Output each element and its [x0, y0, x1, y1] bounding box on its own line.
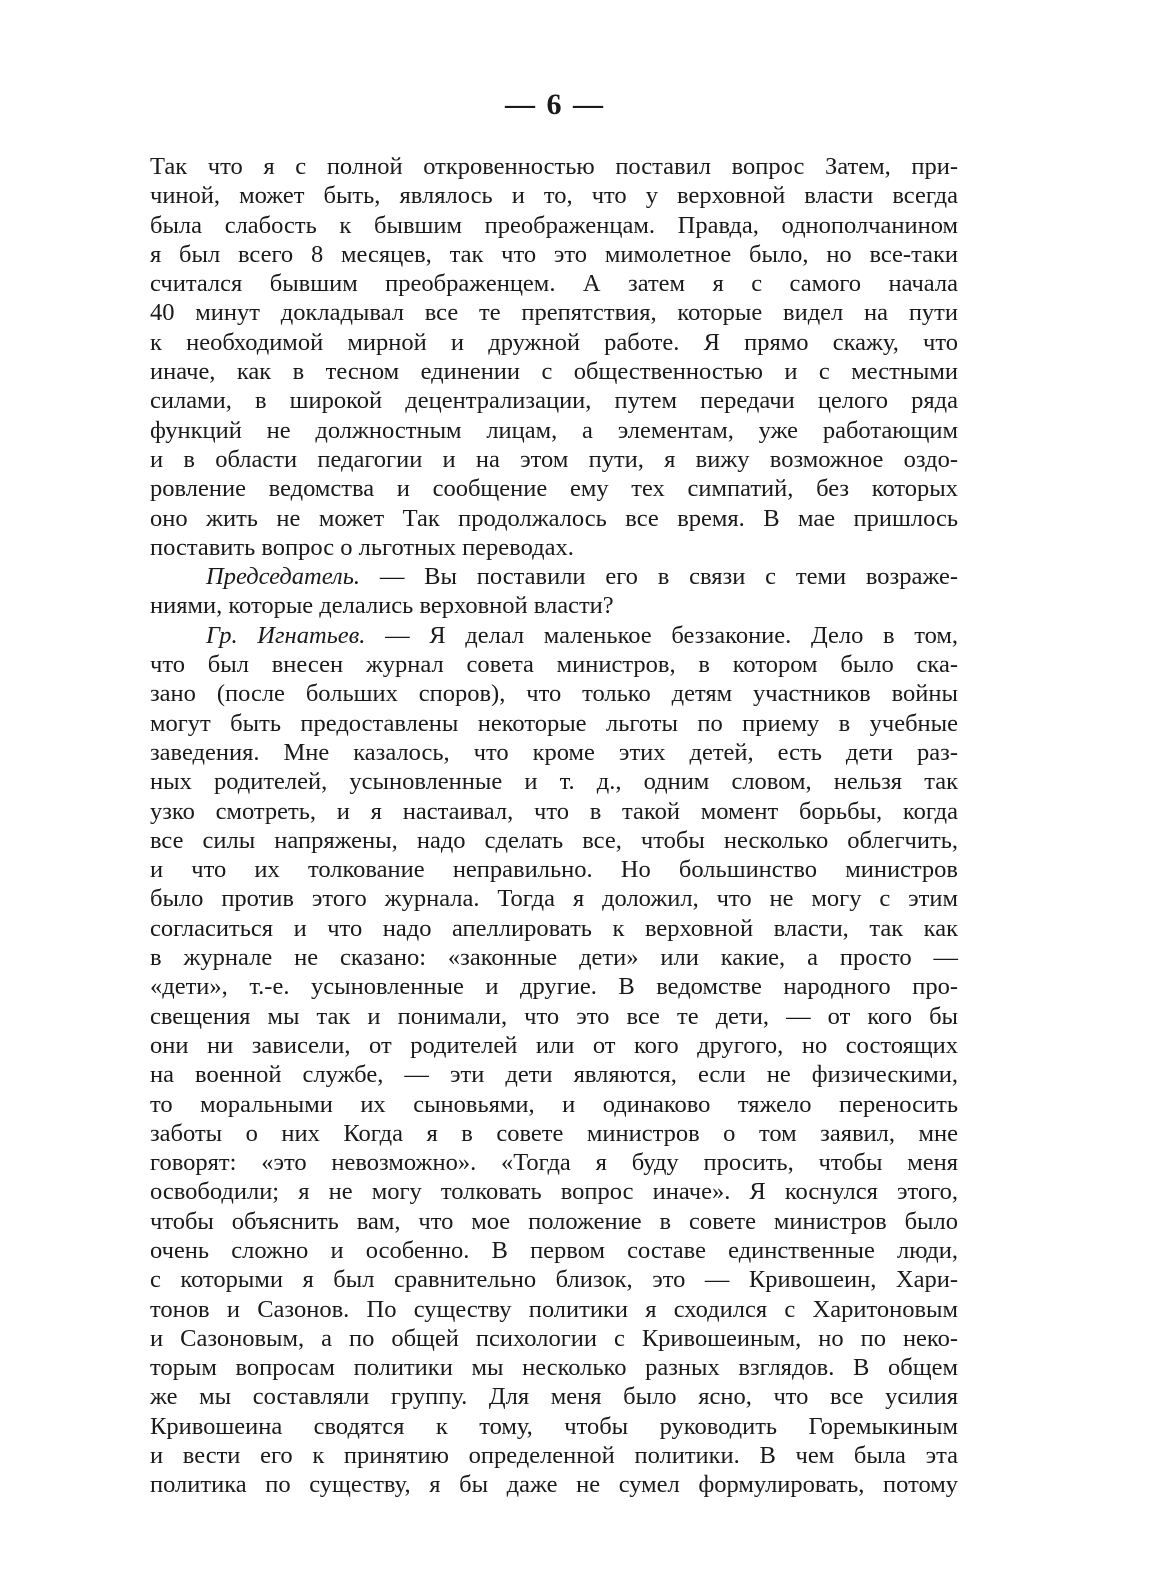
- line-text: «дети», т.-е. усыновленные и другие. В ведомстве народного про-: [150, 973, 958, 1001]
- text-line: [150, 1353, 958, 1382]
- text-line: [150, 1031, 958, 1060]
- line-text: свещения мы так и понимали, что это все те дети, — от кого бы: [150, 1002, 958, 1030]
- line-text: считался бывшим преображенцем. А затем я с самого начала: [150, 270, 958, 298]
- line-text: все силы напряжены, надо сделать все, чтобы несколько облегчить,: [150, 826, 958, 854]
- line-text: я был всего 8 месяцев, так что это мимолетное было, но все-таки: [150, 240, 958, 268]
- line-text: что был внесен журнал совета министров, в котором было ска-: [150, 651, 958, 679]
- line-text: заведения. Мне казалось, что кроме этих детей, есть дети раз-: [150, 738, 958, 766]
- text-line: [150, 1119, 958, 1148]
- line-text: согласиться и что надо апеллировать к верховной власти, так как: [150, 914, 958, 942]
- line-text: тонов и Сазонов. По существу политики я сходился с Харитоновым: [150, 1295, 958, 1323]
- text-line: [150, 1324, 958, 1353]
- text-line: [150, 357, 958, 386]
- line-text: и вести его к принятию определенной политики. В чем была эта: [150, 1442, 958, 1470]
- text-line: [150, 386, 958, 415]
- line-text: они ни зависели, от родителей или от кого другого, но состоящих: [150, 1031, 958, 1059]
- text-line: [150, 416, 958, 445]
- text-line: [150, 562, 958, 591]
- text-line: [150, 1236, 958, 1265]
- text-line: [150, 855, 958, 884]
- line-text: узко смотреть, и я настаивал, что в такой момент борьбы, когда: [150, 797, 958, 825]
- line-text: функций не должностным лицам, а элементам, уже работающим: [150, 416, 958, 444]
- text-line: [150, 1470, 958, 1499]
- text-line: [150, 1207, 958, 1236]
- line-text: и что их толкование неправильно. Но большинство министров: [150, 856, 958, 884]
- text-line: [150, 914, 958, 943]
- line-text: заботы о них Когда я в совете министров о том заявил, мне: [150, 1119, 958, 1147]
- body-text: [150, 152, 958, 1500]
- line-text: и Сазоновым, а по общей психологии с Кривошеиным, но по неко-: [150, 1324, 958, 1352]
- speaker-name: Гр. Игнатьев.: [206, 621, 366, 649]
- text-line: [150, 1060, 958, 1089]
- line-text: к необходимой мирной и дружной работе. Я прямо скажу, что: [150, 328, 958, 356]
- line-text: ровление ведомства и сообщение ему тех симпатий, без которых: [150, 475, 958, 503]
- line-text: освободили; я не могу толковать вопрос иначе». Я коснулся этого,: [150, 1178, 958, 1206]
- text-line: [150, 298, 958, 327]
- line-text: Так что я с полной откровенностью поставил вопрос Затем, при-: [150, 153, 958, 180]
- line-text: оно жить не может Так продолжалось все время. В мае пришлось: [150, 504, 958, 532]
- line-text: — Я делал маленькое беззаконие. Дело в том,: [365, 621, 958, 649]
- text-line: [150, 797, 958, 826]
- line-text: то моральными их сыновьями, и одинаково тяжело переносить: [150, 1090, 958, 1118]
- line-text: говорят: «это невозможно». «Тогда я буду просить, чтобы меня: [150, 1149, 958, 1177]
- text-line: [150, 1441, 958, 1470]
- text-line: [150, 533, 958, 562]
- text-line: [150, 884, 958, 913]
- text-line: [150, 211, 958, 240]
- text-line: [150, 709, 958, 738]
- line-text: поставить вопрос о льготных переводах.: [150, 533, 574, 561]
- line-text: ниями, которые делались верховной власти?: [150, 592, 614, 620]
- text-line: [150, 328, 958, 357]
- text-line: [150, 1090, 958, 1119]
- text-line: [150, 650, 958, 679]
- text-line: [150, 445, 958, 474]
- text-line: [150, 181, 958, 210]
- line-text: иначе, как в тесном единении с общественностью и с местными: [150, 358, 958, 386]
- line-text: очень сложно и особенно. В первом составе единственные люди,: [150, 1236, 958, 1264]
- text-line: [150, 152, 958, 181]
- text-line: [150, 1382, 958, 1411]
- text-line: [150, 972, 958, 1001]
- text-line: [150, 679, 958, 708]
- line-text: силами, в широкой децентрализации, путем передачи целого ряда: [150, 387, 958, 415]
- text-line: [150, 767, 958, 796]
- line-text: чиной, может быть, являлось и то, что у верховной власти всегда: [150, 182, 958, 210]
- text-line: [150, 1295, 958, 1324]
- text-line: [150, 826, 958, 855]
- line-text: на военной службе, — эти дети являются, если не физическими,: [150, 1061, 958, 1089]
- line-text: — Вы поставили его в связи с теми возраже-: [359, 563, 958, 591]
- text-line: [150, 1412, 958, 1441]
- page-number: — 6 —: [505, 88, 605, 121]
- line-text: и в области педагогии и на этом пути, я вижу возможное оздо-: [150, 445, 958, 473]
- line-text: 40 минут докладывал все те препятствия, которые видел на пути: [150, 299, 958, 327]
- text-line: [150, 269, 958, 298]
- text-line: [150, 240, 958, 269]
- text-line: [150, 621, 958, 650]
- text-line: [150, 591, 958, 620]
- line-text: Кривошеина сводятся к тому, чтобы руководить Горемыкиным: [150, 1412, 958, 1440]
- line-text: зано (после больших споров), что только детям участников войны: [150, 680, 958, 708]
- text-line: [150, 474, 958, 503]
- text-line: [150, 738, 958, 767]
- text-line: [150, 504, 958, 533]
- line-text: политика по существу, я бы даже не сумел формулировать, потому: [150, 1471, 958, 1499]
- line-text: торым вопросам политики мы несколько разных взглядов. В общем: [150, 1354, 958, 1382]
- line-text: могут быть предоставлены некоторые льготы по приему в учебные: [150, 709, 958, 737]
- text-line: [150, 1177, 958, 1206]
- line-text: была слабость к бывшим преображенцам. Правда, однополчанином: [150, 211, 958, 239]
- line-text: в журнале не сказано: «законные дети» или какие, а просто —: [150, 944, 958, 972]
- text-line: [150, 1265, 958, 1294]
- text-line: [150, 943, 958, 972]
- line-text: ных родителей, усыновленные и т. д., одним словом, нельзя так: [150, 768, 958, 796]
- line-text: чтобы объяснить вам, что мое положение в совете министров было: [150, 1207, 958, 1235]
- line-text: с которыми я был сравнительно близок, это — Кривошеин, Хари-: [150, 1266, 958, 1294]
- line-text: же мы составляли группу. Для меня было ясно, что все усилия: [150, 1383, 958, 1411]
- line-text: было против этого журнала. Тогда я доложил, что не могу с этим: [150, 885, 958, 913]
- text-line: [150, 1148, 958, 1177]
- speaker-name: Председатель.: [206, 563, 360, 591]
- text-line: [150, 1002, 958, 1031]
